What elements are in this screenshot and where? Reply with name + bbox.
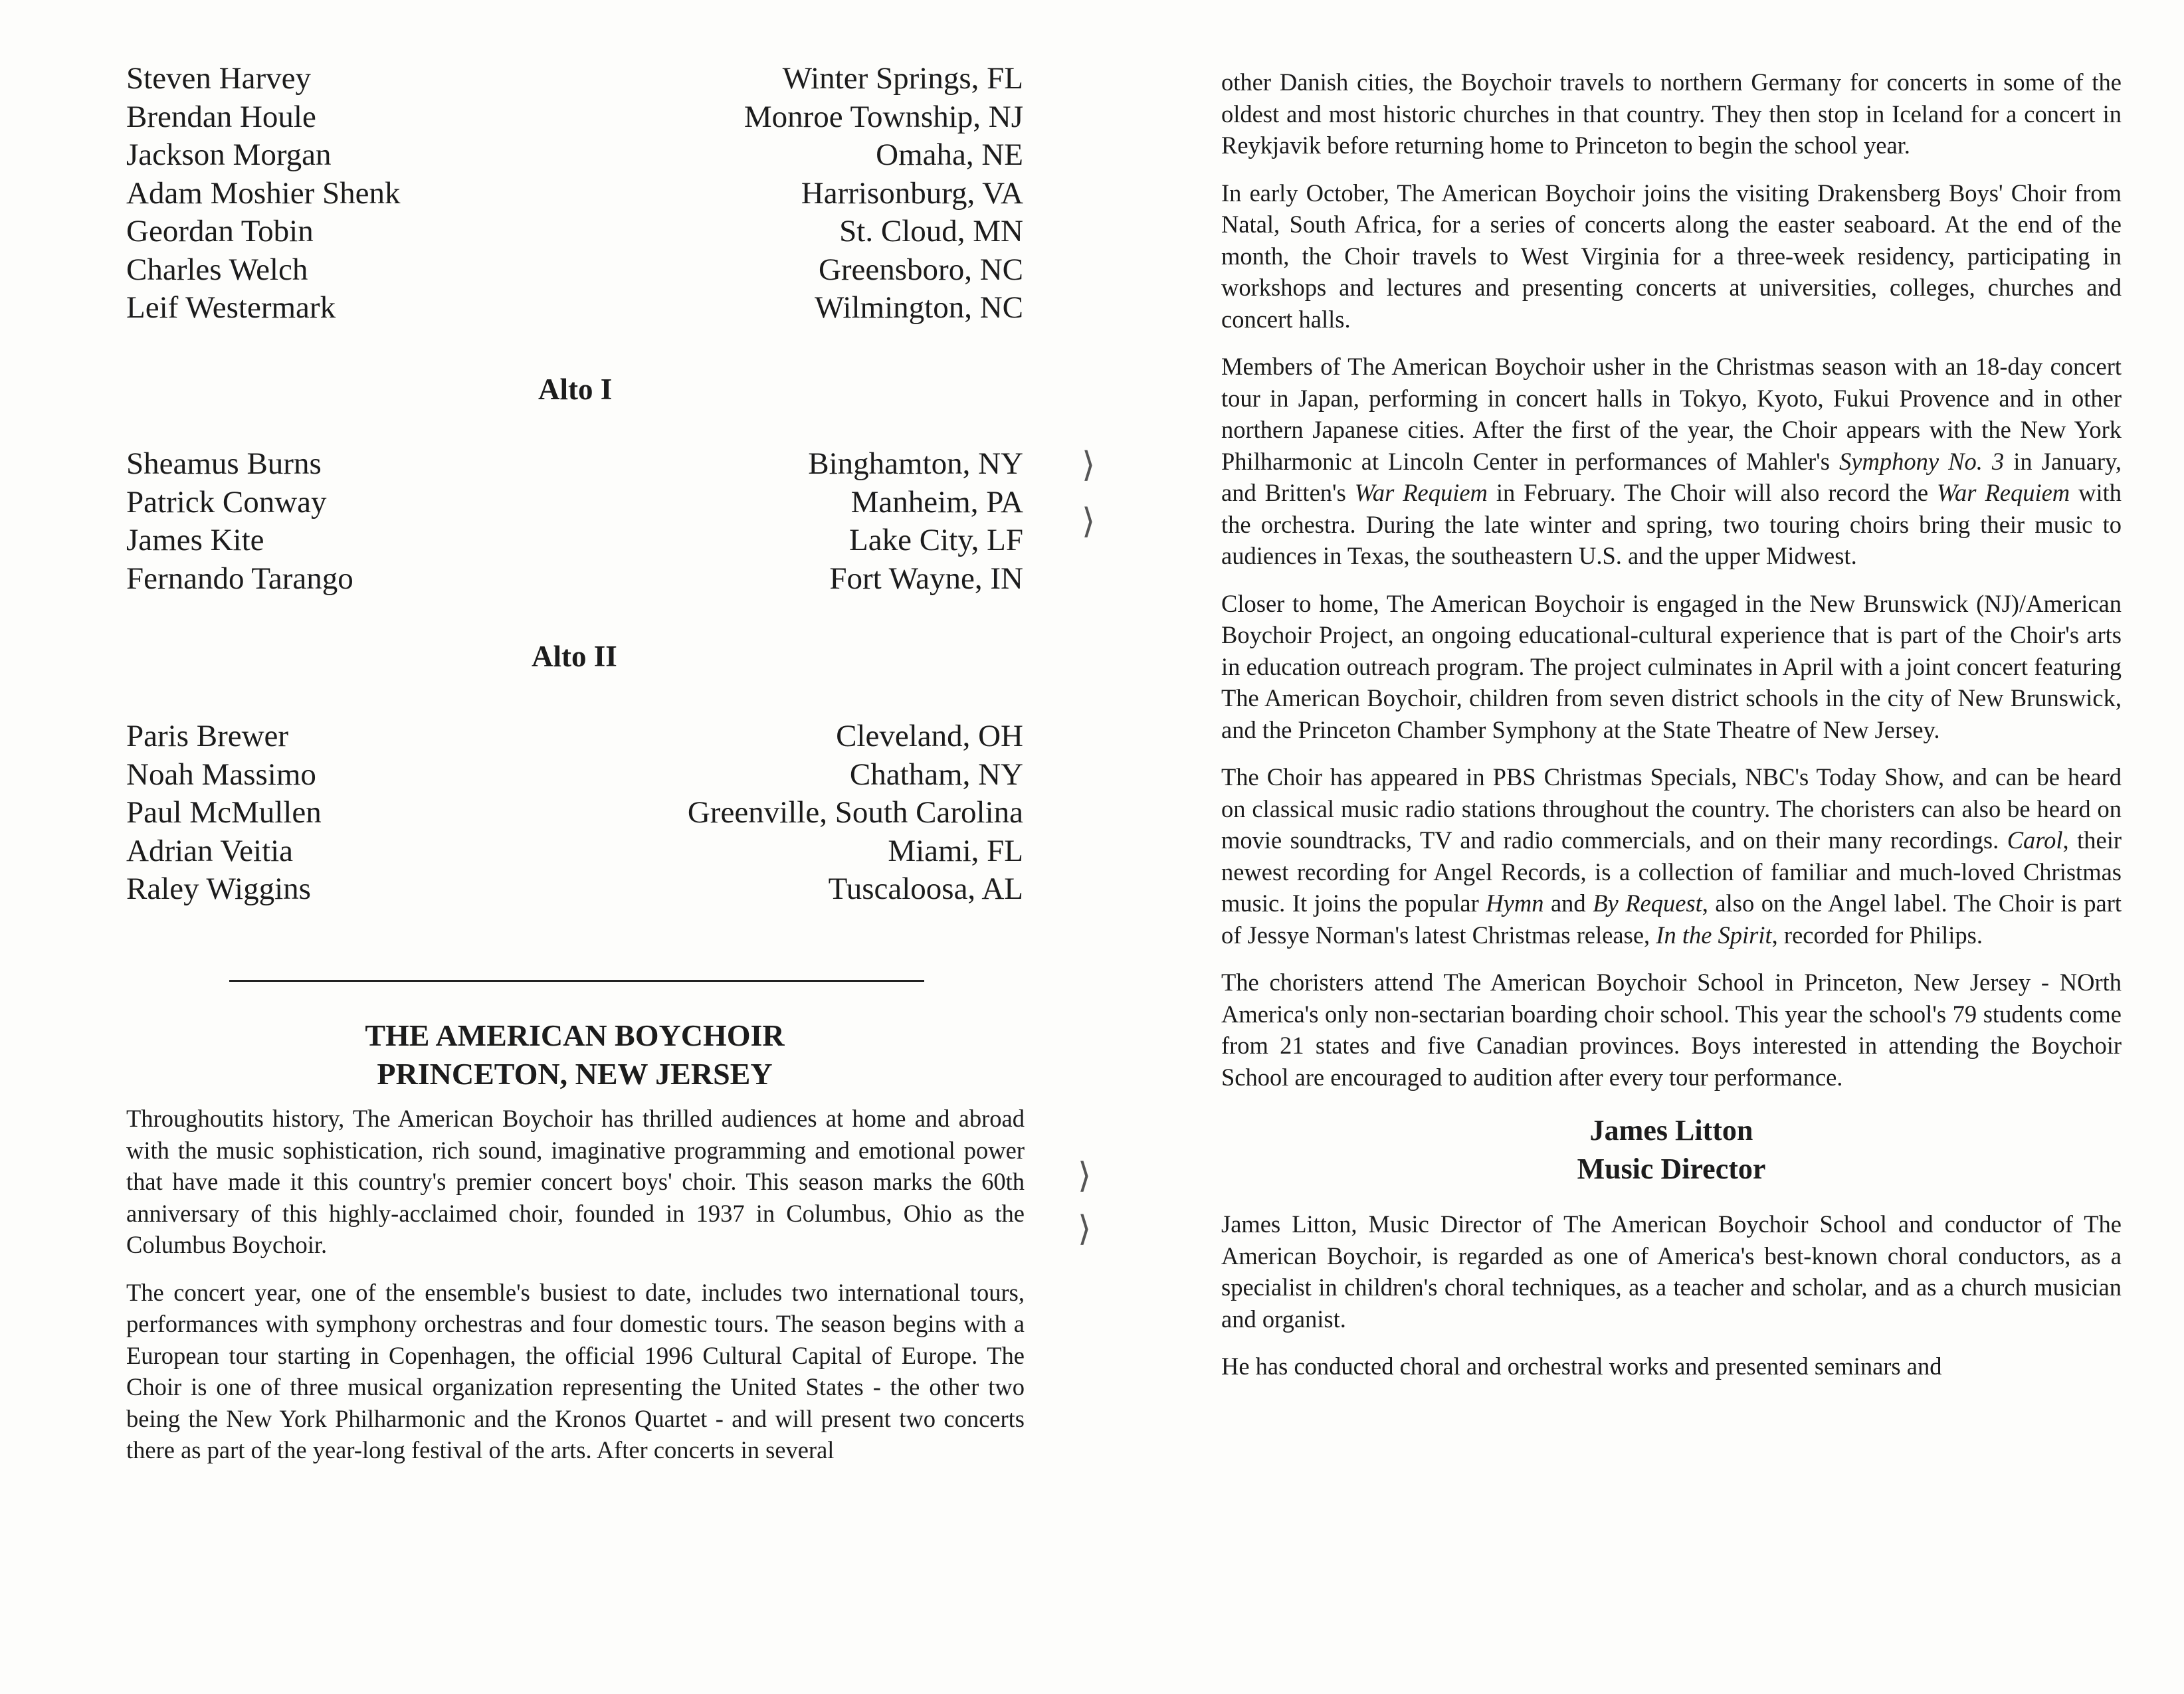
roster-row	[126, 445, 1023, 484]
member-name: Adam Moshier Shenk	[126, 175, 401, 211]
choir-title-line1: THE AMERICAN BOYCHOIR	[365, 1018, 785, 1052]
text-run: with the orchestra. During the late winter and spring, two touring choirs bring their music to audiences in Texas, the southeastern U.S. and the upper Midwest.	[1221, 479, 2122, 569]
roster-row	[126, 213, 1023, 251]
paragraph: James Litton, Music Director of The American Boychoir School and conductor of The American Boychoir, is regarded as one of America's best-known choral conductors, as a specialist in children's choral techniques, as a teacher and scholar, and as a church musician and organist.	[1221, 1210, 2122, 1333]
member-name: Jackson Morgan	[126, 138, 332, 172]
roster-row	[126, 136, 1023, 175]
roster-row	[126, 484, 1023, 522]
binding-mark: ⟩	[1078, 1209, 1092, 1249]
member-city: Fort Wayne, IN	[829, 561, 1023, 596]
member-name: Paul McMullen	[126, 795, 322, 830]
right-body	[1221, 66, 2122, 1398]
roster-row	[126, 251, 1023, 290]
director-heading	[1221, 1111, 2122, 1188]
member-city: Miami, FL	[888, 833, 1023, 868]
right-page	[1221, 66, 2125, 1661]
roster-row	[126, 832, 1023, 871]
paragraph: He has conducted choral and orchestral works and presented seminars and	[1221, 1353, 1942, 1380]
text-run: , recorded for Philips.	[1771, 921, 1983, 949]
director-name: James Litton	[1589, 1114, 1753, 1147]
work-title: War Requiem	[1936, 479, 2070, 506]
member-city: Chatham, NY	[849, 757, 1023, 792]
member-name: Sheamus Burns	[126, 446, 322, 481]
choir-body	[126, 1103, 1025, 1482]
text-run: and	[1543, 890, 1593, 917]
member-city: Wilmington, NC	[814, 290, 1023, 325]
work-title: In the Spirit	[1656, 921, 1772, 949]
member-name: Leif Westermark	[126, 290, 336, 325]
paragraph: Closer to home, The American Boychoir is engaged in the New Brunswick (NJ)/American Boychoir Project, an ongoing educational-cultural experience that is part of the Choir's arts in education outreach program. The project culminates in April with a joint concert featuring The American Boychoir, children from seven district schools in the city of New Brunswick, and the Princeton Chamber Symphony at the State Theatre of New Jersey.	[1221, 589, 2122, 743]
roster-top	[126, 60, 1023, 328]
work-title: War Requiem	[1354, 479, 1488, 506]
member-city: Cleveland, OH	[836, 719, 1023, 753]
choir-paragraph: Throughoutits history, The American Boychoir has thrilled audiences at home and abroad with the music sophistication, rich sound, imaginative programming and emotional power that have made it this country's premier concert boys' choir. This season marks the 60th anniversary of this highly-acclaimed choir, founded in 1937 in Columbus, Ohio as the Columbus Boychoir.	[126, 1105, 1025, 1258]
roster-row	[126, 175, 1023, 213]
text-run: The Choir has appeared in PBS Christmas Specials, NBC's Today Show, and can be heard on classical music radio stations throughout the country. The choristers can also be heard on movie soundtracks, TV and radio commercials, and on their many recordings.	[1221, 763, 2122, 854]
text-run: , also on the Angel label. The Choir is part of Jessye Norman's latest Christmas release,	[1221, 890, 2122, 949]
work-title: Carol	[2007, 826, 2063, 854]
roster-alto1	[126, 445, 1023, 598]
work-title: Symphony No. 3	[1839, 447, 2005, 475]
member-city: Manheim, PA	[850, 484, 1023, 519]
member-name: Raley Wiggins	[126, 872, 311, 906]
binding-mark: ⟩	[1082, 502, 1096, 541]
member-name: Brendan Houle	[126, 99, 316, 134]
text-run: in February. The Choir will also record the	[1487, 479, 1937, 506]
paragraph: The choristers attend The American Boychoir School in Princeton, New Jersey - NOrth America's only non-sectarian boarding choir school. This year the school's 79 students come from 21 states and five Canadian provinces. Boys interested in attending the Boychoir School are encouraged to audition after every tour performance.	[1221, 969, 2122, 1091]
member-city: Monroe Township, NJ	[744, 99, 1023, 134]
roster-row	[126, 717, 1023, 756]
binding-mark: ⟩	[1082, 445, 1096, 485]
alto1-heading: Alto I	[538, 373, 613, 406]
member-name: Noah Massimo	[126, 757, 316, 792]
left-page	[126, 60, 1037, 1654]
work-title: By Request	[1593, 890, 1702, 917]
text-run: in January, and Britten's	[1221, 447, 2122, 506]
member-name: Adrian Veitia	[126, 833, 294, 868]
paragraph	[1221, 351, 2122, 572]
paragraph: In early October, The American Boychoir joins the visiting Drakensberg Boys' Choir from Natal, South Africa, for a series of concerts along the easter seaboard. At the end of the month, the Choir travels to West Virginia for a three-week residency, participating in workshops and lectures and presenting concerts at universities, colleges, churches and concert halls.	[1221, 179, 2122, 333]
member-city: Winter Springs, FL	[782, 61, 1023, 96]
member-name: Steven Harvey	[126, 61, 311, 96]
member-name: Paris Brewer	[126, 719, 289, 753]
member-name: Geordan Tobin	[126, 214, 314, 248]
member-city: St. Cloud, MN	[839, 214, 1023, 248]
work-title: Hymn	[1486, 890, 1544, 917]
roster-row	[126, 560, 1023, 599]
roster-row	[126, 60, 1023, 98]
binding-mark: ⟩	[1078, 1156, 1092, 1196]
member-city: Greensboro, NC	[818, 252, 1023, 287]
member-name: James Kite	[126, 523, 264, 557]
roster-row	[126, 289, 1023, 328]
roster-row	[126, 794, 1023, 832]
member-city: Harrisonburg, VA	[801, 175, 1023, 211]
roster-row	[126, 521, 1023, 560]
roster-row	[126, 870, 1023, 909]
paragraph: other Danish cities, the Boychoir travels to northern Germany for concerts in some of the oldest and most historic churches in that country. They then stop in Iceland for a concert in Reykjavik before returning home to Princeton to begin the school year.	[1221, 68, 2122, 159]
member-city: Binghamton, NY	[808, 446, 1023, 481]
member-name: Charles Welch	[126, 252, 308, 287]
divider-rule	[229, 980, 924, 982]
roster-row	[126, 98, 1023, 137]
member-city: Greenville, South Carolina	[687, 795, 1023, 830]
choir-title	[126, 1016, 1023, 1093]
choir-paragraph: The concert year, one of the ensemble's busiest to date, includes two international tours, performances with symphony orchestras and four domestic tours. The season begins with a European tour starting in Copenhagen, the official 1996 Cultural Capital of Europe. The Choir is one of three musical organization representing the United States - the other two being the New York Philharmonic and the Kronos Quartet - and will present two concerts there as part of the year-long festival of the arts. After concerts in several	[126, 1278, 1025, 1463]
director-role: Music Director	[1577, 1153, 1766, 1185]
member-city: Lake City, LF	[849, 523, 1023, 557]
member-city: Omaha, NE	[876, 138, 1023, 172]
roster-alto2	[126, 717, 1023, 909]
choir-title-line2: PRINCETON, NEW JERSEY	[377, 1057, 773, 1091]
paragraph	[1221, 761, 2122, 951]
member-name: Fernando Tarango	[126, 561, 353, 596]
text-run: Members of The American Boychoir usher in the Christmas season with an 18-day concert tour in Japan, performing in concert halls in Tokyo, Kyoto, Fukui Provence and in other northern Japanese cities. After the first of the year, the Choir appears with the New York Philharmonic at Lincoln Center in performances of Mahler's	[1221, 353, 2122, 475]
member-city: Tuscaloosa, AL	[828, 872, 1023, 906]
roster-row	[126, 756, 1023, 795]
text-run: , their newest recording for Angel Records, is a collection of familiar and much-loved Christmas music. It joins the popular	[1221, 826, 2122, 917]
member-name: Patrick Conway	[126, 484, 327, 519]
alto2-heading: Alto II	[532, 640, 617, 673]
